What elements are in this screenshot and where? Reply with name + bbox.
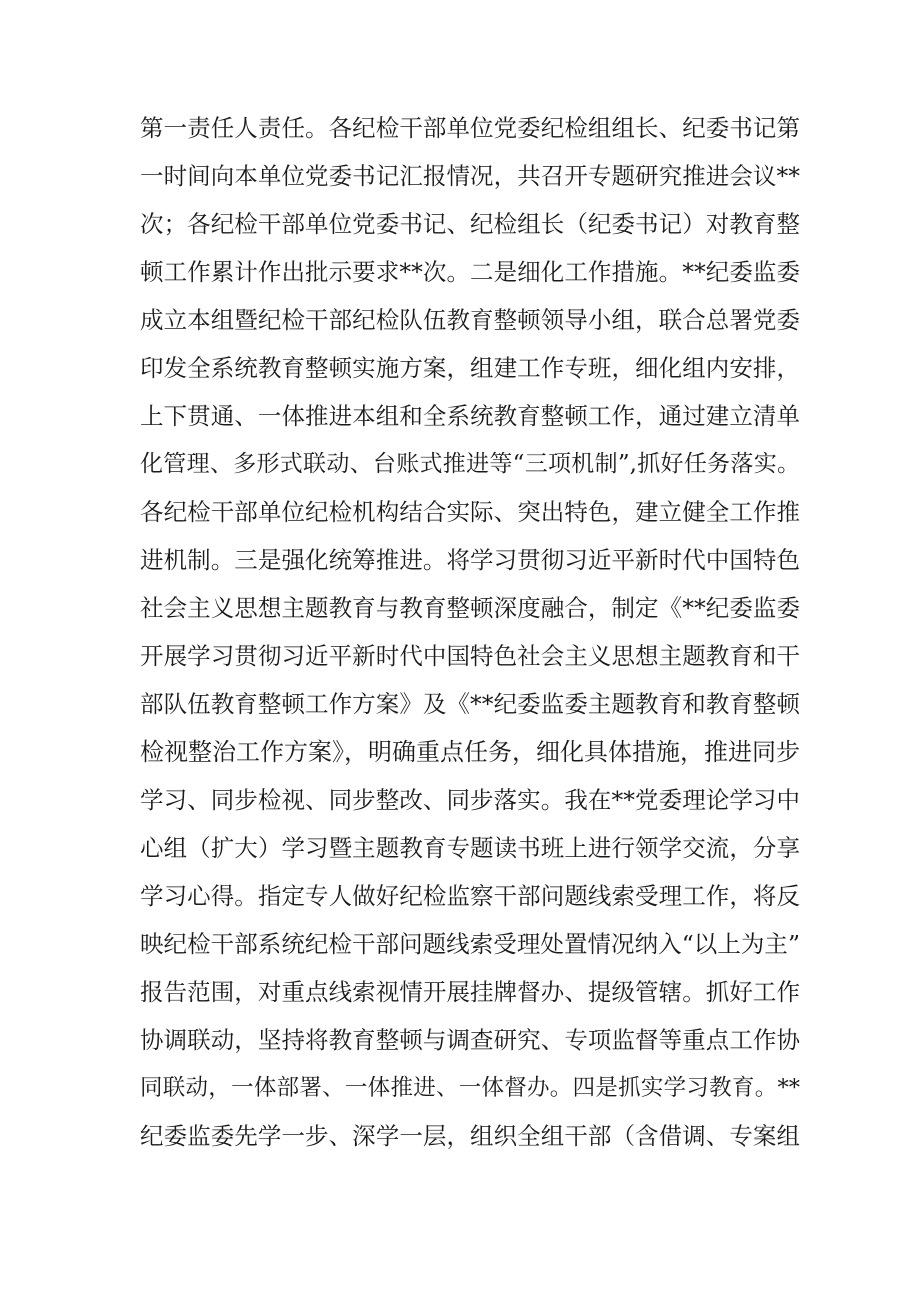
text-line-12: 开展学习贯彻习近平新时代中国特色社会主义思想主题教育和干: [140, 642, 800, 670]
text-line-21: 同联动，一体部署、一体推进、一体督办。四是抓实学习教育。**: [140, 1075, 800, 1101]
body-text: [140, 104, 800, 1160]
text-line-1: 第一责任人责任。各纪检干部单位党委纪检组组长、纪委书记第: [140, 114, 800, 142]
text-line-4: 顿工作累计作出批示要求**次。二是细化工作措施。**纪委监委: [140, 258, 800, 286]
text-line-20: 协调联动，坚持将教育整顿与调查研究、专项监督等重点工作协: [140, 1026, 800, 1054]
text-line-19: 报告范围，对重点线索视情开展挂牌督办、提级管辖。抓好工作: [140, 978, 800, 1006]
text-line-6: 印发全系统教育整顿实施方案，组建工作专班，细化组内安排，: [140, 354, 800, 382]
text-line-2: 一时间向本单位党委书记汇报情况，共召开专题研究推进会议**: [140, 162, 800, 190]
text-line-16: 心组（扩大）学习暨主题教育专题读书班上进行领学交流，分享: [140, 834, 800, 862]
text-line-5: 成立本组暨纪检干部纪检队伍教育整顿领导小组，联合总署党委: [140, 306, 800, 334]
text-line-3: 次；各纪检干部单位党委书记、纪检组长（纪委书记）对教育整: [140, 210, 800, 238]
text-line-11: 社会主义思想主题教育与教育整顿深度融合，制定《**纪委监委: [140, 594, 800, 622]
text-line-10: 进机制。三是强化统筹推进。将学习贯彻习近平新时代中国特色: [140, 546, 800, 574]
text-line-13: 部队伍教育整顿工作方案》及《**纪委监委主题教育和教育整顿: [140, 690, 800, 718]
text-line-7: 上下贯通、一体推进本组和全系统教育整顿工作，通过建立清单: [140, 402, 800, 430]
text-line-22: 纪委监委先学一步、深学一层，组织全组干部（含借调、专案组: [140, 1122, 800, 1150]
text-line-17: 学习心得。指定专人做好纪检监察干部问题线索受理工作，将反: [140, 882, 800, 910]
text-line-8: 化管理、多形式联动、台账式推进等“三项机制”,抓好任务落实。: [140, 451, 800, 477]
text-line-9: 各纪检干部单位纪检机构结合实际、突出特色，建立健全工作推: [140, 498, 800, 526]
text-line-15: 学习、同步检视、同步整改、同步落实。我在**党委理论学习中: [140, 786, 800, 814]
text-line-14: 检视整治工作方案》，明确重点任务，细化具体措施，推进同步: [140, 738, 800, 766]
text-line-18: 映纪检干部系统纪检干部问题线索受理处置情况纳入“以上为主”: [140, 930, 800, 958]
